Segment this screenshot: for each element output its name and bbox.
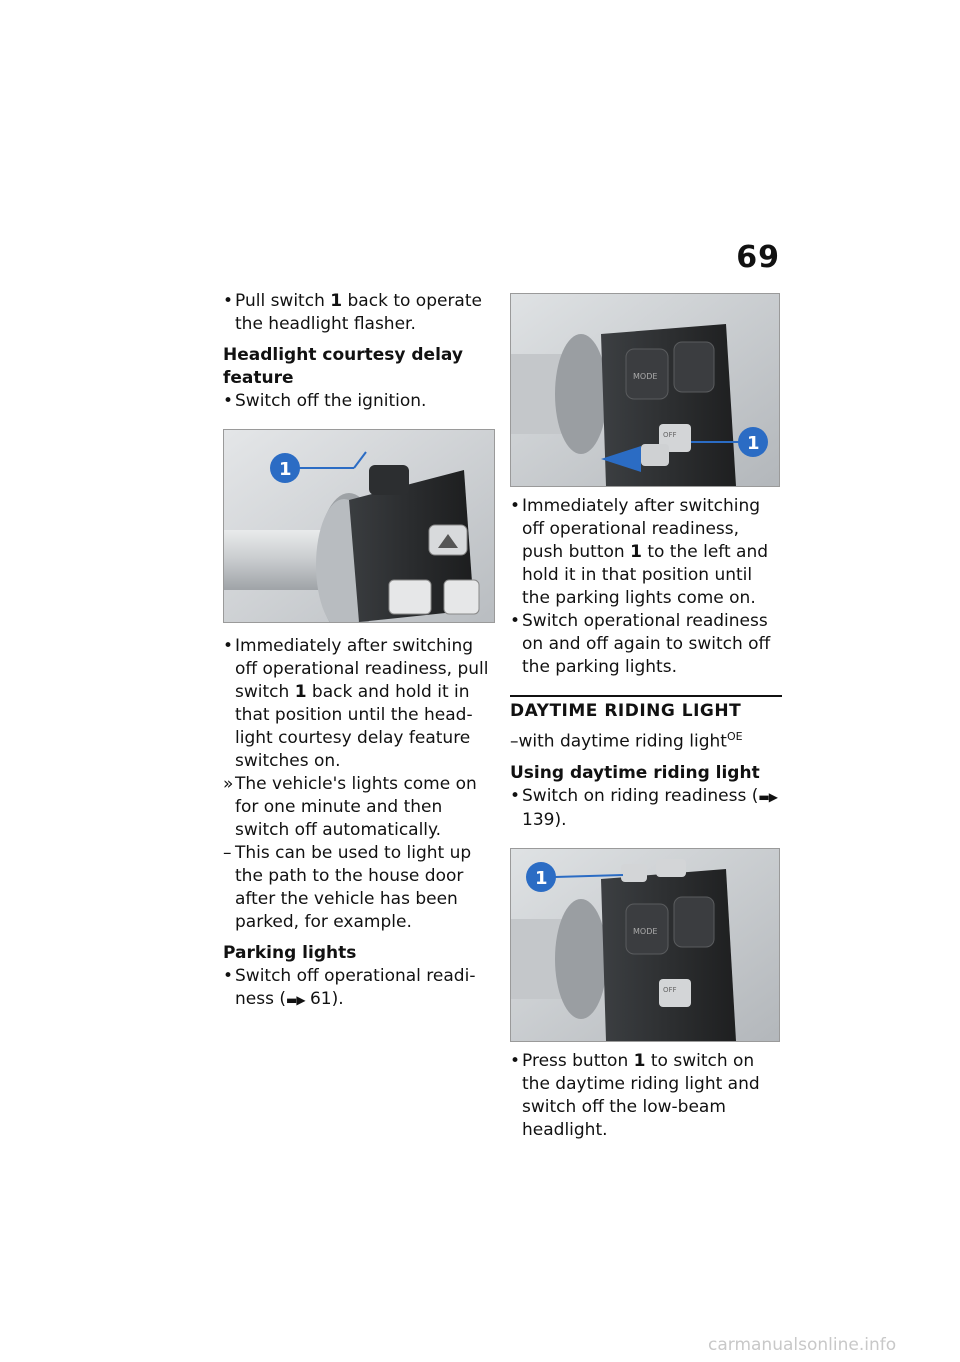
- result-text: The vehicle's lights come on for one minute and then switch off automatically.: [235, 774, 477, 840]
- page-reference-icon: ▬▶: [758, 789, 777, 804]
- bullet-text: Press button: [522, 1050, 634, 1071]
- callout-ref: 1: [630, 542, 642, 562]
- bullet-text: Immediately after switching off operational readiness, push button: [522, 496, 761, 562]
- page-reference-link[interactable]: 61: [309, 989, 332, 1009]
- subheading-courtesy-delay: Headlight courtesy delay feature: [223, 345, 463, 388]
- callout-number: 1: [535, 867, 548, 889]
- list-item: [223, 965, 495, 1012]
- bullet-text: back to operate the headlight flasher.: [235, 291, 482, 334]
- bullet-text: Switch operational readiness on and off again to switch off the parking lights.: [522, 611, 771, 677]
- figure-headlight-flasher-switch: [223, 429, 495, 623]
- figure-parking-light-button: [510, 293, 780, 487]
- dash-mark: –: [223, 843, 232, 863]
- list-item: [510, 495, 782, 610]
- list-item: [510, 785, 782, 832]
- left-column: [223, 290, 495, 1012]
- bullet-text: back and hold it in that position until the headlight courtesy delay feature switches on.: [235, 682, 473, 771]
- bullet-text: ).: [554, 809, 567, 830]
- bullet-text: to the left and hold it in that position until the parking lights come on.: [522, 542, 769, 608]
- figure-daytime-light-button: [510, 848, 780, 1042]
- bullet-mark: •: [223, 636, 234, 656]
- subheading-using-daytime-light: Using daytime riding light: [510, 762, 760, 783]
- subheading-parking-lights: Parking lights: [223, 943, 357, 963]
- callout-ref: 1: [633, 1050, 646, 1071]
- note-text: This can be used to light up the path to the house door after the vehicle has been parked, for example.: [235, 843, 472, 932]
- bullet-text: Switch off the ignition.: [235, 391, 427, 411]
- result-item: [223, 773, 495, 842]
- list-item: [510, 1050, 782, 1142]
- list-item: [223, 290, 495, 336]
- bullet-mark: •: [223, 966, 234, 986]
- bullet-text: Switch off operational readiness (: [235, 966, 476, 1009]
- callout-ref: 1: [330, 291, 343, 311]
- bullet-mark: •: [223, 291, 234, 311]
- bullet-text: Immediately after switching off operational readiness, pull switch: [235, 636, 489, 702]
- callout-number: 1: [279, 459, 292, 480]
- right-column: [510, 293, 782, 1142]
- dash-mark: –: [510, 731, 519, 752]
- bullet-mark: •: [223, 391, 234, 411]
- bullet-text: Pull switch: [235, 291, 331, 311]
- equipment-note: [510, 725, 782, 754]
- bullet-text: to switch on the daytime riding light and switch off the low-beam headlight.: [522, 1050, 760, 1140]
- list-item: [223, 390, 495, 413]
- list-item: [510, 610, 782, 679]
- mode-label: MODE: [633, 926, 658, 936]
- page-reference-icon: ▬▶: [285, 993, 305, 1007]
- bullet-text: Switch on riding readiness (: [522, 785, 759, 806]
- page-number: 69: [736, 240, 780, 275]
- optional-equipment-badge: OE: [726, 730, 743, 743]
- page-reference-link[interactable]: 139: [522, 809, 555, 830]
- list-item: [223, 635, 495, 773]
- off-label: OFF: [663, 985, 677, 994]
- off-label: OFF: [663, 431, 677, 439]
- callout-ref: 1: [294, 682, 307, 702]
- footer-watermark: carmanualsonline.info: [708, 1335, 897, 1355]
- bullet-mark: •: [510, 1050, 521, 1071]
- section-title-daytime-riding-light: DAYTIME RIDING LIGHT: [510, 695, 782, 721]
- bullet-mark: •: [510, 785, 521, 806]
- bullet-text: ).: [331, 989, 344, 1009]
- note-item: [223, 842, 495, 934]
- bullet-mark: •: [510, 611, 521, 631]
- mode-label: MODE: [633, 372, 658, 381]
- result-mark: »: [223, 774, 234, 794]
- bullet-mark: •: [510, 496, 521, 516]
- equipment-note-text: with daytime riding light: [518, 731, 727, 752]
- callout-number: 1: [747, 433, 760, 454]
